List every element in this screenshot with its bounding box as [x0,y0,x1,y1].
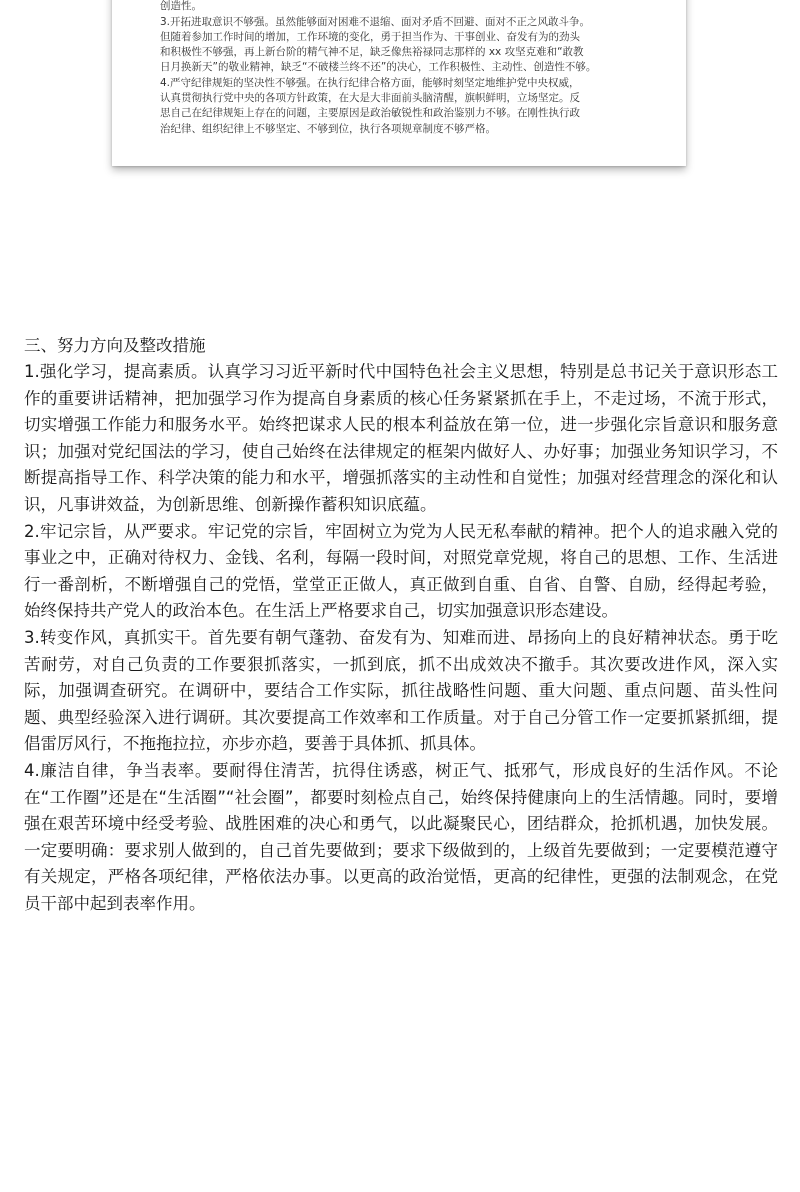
preview-line: 创造性。 [160,0,202,13]
preview-line: 4.严守纪律规矩的坚决性不够强。在执行纪律合格方面，能够时刻坚定地维护党中央权威， [160,76,580,89]
preview-text-block [160,0,650,137]
preview-line: 日月换新天”的敬业精神，缺乏“不破楼兰终不还”的决心，工作积极性、主动性、创造性不够。 [160,61,597,74]
paragraph-purpose: 2.牢记宗旨，从严要求。牢记党的宗旨，牢固树立为党为人民无私奉献的精神。把个人的追求融入党的事业之中，正确对待权力、金钱、名利，每隔一段时间，对照党章党规，将自己的思想、工作、生活进行一番剖析，不断增强自己的党悟，堂堂正正做人，真正做到自重、自省、自警、自励，经得起考验，始终保持共产党人的政治本色。在生活上严格要求自己，切实加强意识形态建设。 [24,521,778,621]
document-preview-card [112,0,686,166]
preview-line: 认真贯彻执行党中央的各项方针政策，在大是大非面前头脑清醒，旗帜鲜明，立场坚定。反 [160,92,580,105]
preview-line: 和积极性不够强，再上新台阶的精气神不足，缺乏像焦裕禄同志那样的 xx 攻坚克难和“敢教 [160,46,584,59]
paragraph-study: 1.强化学习，提高素质。认真学习习近平新时代中国特色社会主义思想，特别是总书记关于意识形态工作的重要讲话精神，把加强学习作为提高自身素质的核心任务紧紧抓在手上，不走过场，不流于形式，切实增强工作能力和服务水平。始终把谋求人民的根本利益放在第一位，进一步强化宗旨意识和服务意识；加强对党纪国法的学习，使自己始终在法律规定的框架内做好人、办好事；加强业务知识学习，不断提高指导工作、科学决策的能力和水平，增强抓落实的主动性和自觉性；加强对经营理念的深化和认识，凡事讲效益，为创新思维、创新操作蓄积知识底蕴。 [24,362,778,514]
section-heading: 三、努力方向及整改措施 [24,336,206,355]
paragraph-work-style: 3.转变作风，真抓实干。首先要有朝气蓬勃、奋发有为、知难而进、昂扬向上的良好精神状态。勇于吃苦耐劳，对自己负责的工作要狠抓落实，一抓到底，抓不出成效决不撤手。其次要改进作风，深入实际，加强调查研究。在调研中，要结合工作实际，抓往战略性问题、重大问题、重点问题、苗头性问题、典型经验深入进行调研。其次要提高工作效率和工作质量。对于自己分管工作一定要抓紧抓细，提倡雷厉风行，不拖拖拉拉，亦步亦趋，要善于具体抓、抓具体。 [24,627,778,754]
preview-line: 治纪律、组织纪律上不够坚定、不够到位，执行各项规章制度不够严格。 [160,122,496,135]
paragraph-self-discipline: 4.廉洁自律，争当表率。要耐得住清苦，抗得住诱惑，树正气、抵邪气，形成良好的生活作风。不论在“工作圈”还是在“生活圈”“社会圈”，都要时刻检点自己，始终保持健康向上的生活情趣。同时，要增强在艰苦环境中经受考验、战胜困难的决心和勇气，以此凝聚民心，团结群众，抢抓机遇，加快发展。一定要明确：要求别人做到的，自己首先要做到；要求下级做到的，上级首先要做到；一定要模范遵守有关规定，严格各项纪律，严格依法办事。以更高的政治觉悟，更高的纪律性，更强的法制观念，在党员干部中起到表率作用。 [24,760,778,913]
preview-line: 但随着参加工作时间的增加，工作环境的变化，勇于担当作为、干事创业、奋发有为的劲头 [160,30,580,43]
document-body [24,333,778,917]
preview-line: 3.开拓进取意识不够强。虽然能够面对困难不退缩、面对矛盾不回避、面对不正之风敢斗争。 [160,15,591,28]
preview-line: 思自己在纪律规矩上存在的问题，主要原因是政治敏锐性和政治鉴别力不够。在刚性执行政 [160,107,580,120]
